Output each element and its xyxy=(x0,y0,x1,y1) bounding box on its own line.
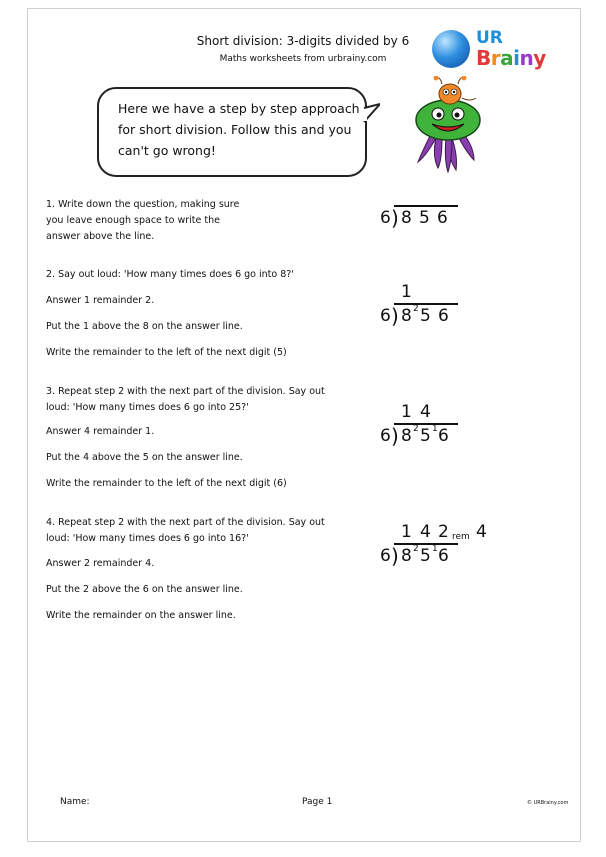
step-2-answer: Answer 1 remainder 2. xyxy=(46,295,155,306)
answer-digit: 2 xyxy=(438,522,449,542)
logo-brainy-text: Brainy xyxy=(476,46,546,70)
dividend-digit: 8 xyxy=(401,546,412,566)
dividend-digit: 8 xyxy=(401,426,412,446)
page-subtitle: Maths worksheets from urbrainy.com xyxy=(219,54,387,64)
step-4-instruction: Put the 2 above the 6 on the answer line. xyxy=(46,584,243,595)
dividend-digit: 5 xyxy=(420,306,431,326)
dividend-digit: 6 xyxy=(437,208,448,228)
step-4-remainder-note: Write the remainder on the answer line. xyxy=(46,610,236,621)
remainder-value: 4 xyxy=(476,522,487,542)
step-3-remainder-note: Write the remainder to the left of the next digit (6) xyxy=(46,478,287,489)
dividend-digit: 5 xyxy=(420,546,431,566)
carry-digit: 2 xyxy=(413,424,419,434)
bracket: ) xyxy=(391,304,399,328)
logo-ur-text: UR xyxy=(476,28,503,48)
dividend-digit: 6 xyxy=(438,426,449,446)
copyright: © URBrainy.com xyxy=(527,800,569,806)
bracket: ) xyxy=(391,544,399,568)
dividend-digit: 6 xyxy=(438,306,449,326)
step-4-answer: Answer 2 remainder 4. xyxy=(46,558,155,569)
step-2-heading: 2. Say out loud: 'How many times does 6 go into 8?' xyxy=(46,269,294,280)
step-2-instruction: Put the 1 above the 8 on the answer line. xyxy=(46,321,243,332)
step-4-heading: 4. Repeat step 2 with the next part of the division. Say out loud: 'How many times does 6 go into 16?' xyxy=(46,517,325,544)
division-1 xyxy=(380,202,470,242)
step-3-heading: 3. Repeat step 2 with the next part of the division. Say out loud: 'How many times does 6 go into 25?' xyxy=(46,386,325,413)
divisor: 6 xyxy=(380,306,391,326)
carry-digit: 2 xyxy=(413,304,419,314)
globe-icon xyxy=(432,30,470,68)
step-1-text: 1. Write down the question, making sure you leave enough space to write the answer above the line. xyxy=(46,199,240,242)
answer-digit: 1 xyxy=(401,282,412,302)
carry-digit: 1 xyxy=(432,544,438,554)
speech-bubble-text: Here we have a step by step approach for short division. Follow this and you can't go wrong! xyxy=(118,101,360,158)
division-2 xyxy=(380,282,470,332)
alien-mascot-icon xyxy=(366,76,486,176)
page-title: Short division: 3-digits divided by 6 xyxy=(196,34,410,48)
divisor: 6 xyxy=(380,426,391,446)
carry-digit: 1 xyxy=(432,424,438,434)
answer-digit: 4 xyxy=(420,402,431,422)
step-3-answer: Answer 4 remainder 1. xyxy=(46,426,155,437)
dividend-digit: 5 xyxy=(419,208,430,228)
answer-digit: 4 xyxy=(420,522,431,542)
divisor: 6 xyxy=(380,208,391,228)
dividend-digit: 5 xyxy=(420,426,431,446)
divisor: 6 xyxy=(380,546,391,566)
page-number: Page 1 xyxy=(302,797,333,807)
division-4 xyxy=(380,522,510,572)
step-3-instruction: Put the 4 above the 5 on the answer line. xyxy=(46,452,243,463)
bracket: ) xyxy=(391,424,399,448)
division-3 xyxy=(380,402,470,452)
name-label: Name: xyxy=(60,797,90,807)
step-2-remainder-note: Write the remainder to the left of the next digit (5) xyxy=(46,347,287,358)
remainder-label: rem xyxy=(452,532,470,542)
bracket: ) xyxy=(391,206,399,230)
dividend-digit: 8 xyxy=(401,306,412,326)
answer-digit: 1 xyxy=(401,402,412,422)
urbrainy-logo xyxy=(432,26,552,76)
dividend-digit: 6 xyxy=(438,546,449,566)
answer-digit: 1 xyxy=(401,522,412,542)
carry-digit: 2 xyxy=(413,544,419,554)
dividend-digit: 8 xyxy=(401,208,412,228)
